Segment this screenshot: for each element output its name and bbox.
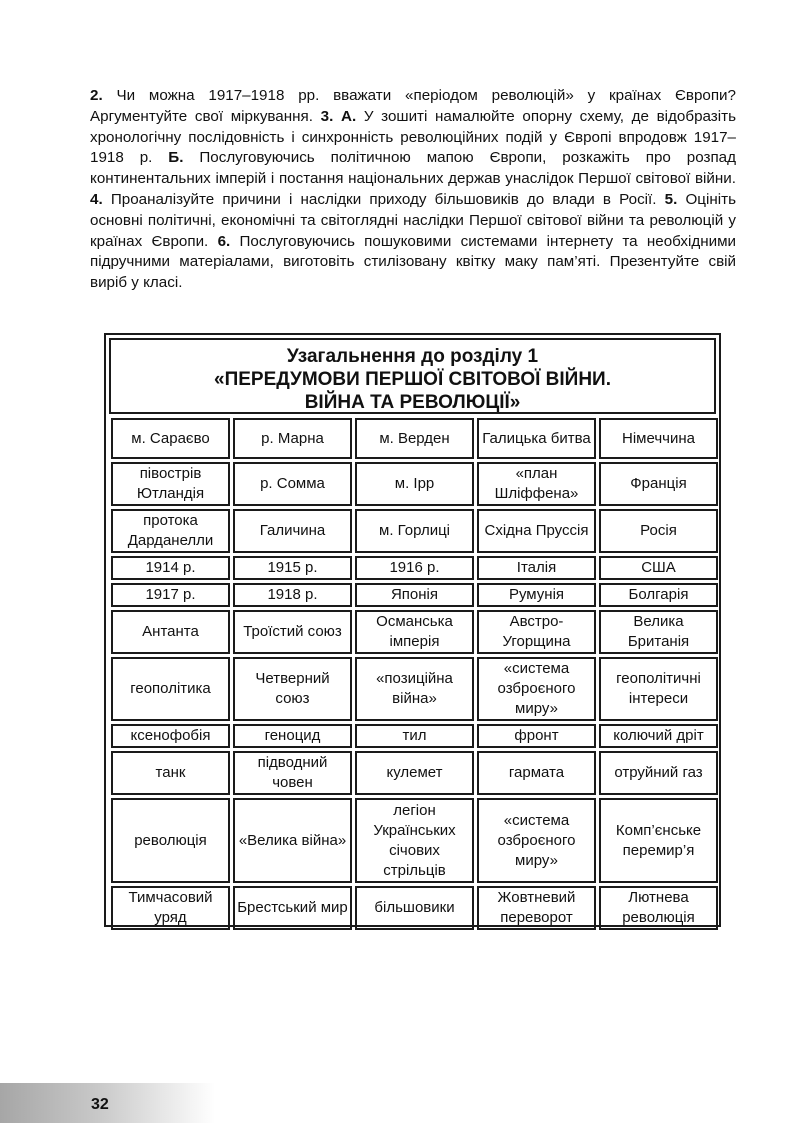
table-cell: Тимчасовий уряд — [111, 886, 230, 930]
table-row — [111, 657, 718, 721]
summary-title-line-2: «ПЕРЕДУМОВИ ПЕРШОЇ СВІТОВОЇ ВІЙНИ. — [214, 369, 611, 390]
table-cell: 1918 р. — [233, 583, 352, 607]
table-cell: 1915 р. — [233, 556, 352, 580]
table-cell: півострів Ютландія — [111, 462, 230, 506]
table-row — [111, 886, 718, 930]
table-cell: «Велика війна» — [233, 798, 352, 883]
table-cell: гармата — [477, 751, 596, 795]
summary-table-frame — [104, 333, 721, 927]
table-cell: тил — [355, 724, 474, 748]
table-cell: отруйний газ — [599, 751, 718, 795]
table-cell: підводний човен — [233, 751, 352, 795]
table-cell: «план Шліффена» — [477, 462, 596, 506]
table-row — [111, 751, 718, 795]
summary-terms-table — [108, 415, 721, 933]
table-row — [111, 610, 718, 654]
task-2-number: 2. — [90, 87, 103, 104]
table-cell: 1914 р. — [111, 556, 230, 580]
table-cell: Брестський мир — [233, 886, 352, 930]
table-cell: ксенофобія — [111, 724, 230, 748]
task-3b-text: Послуговуючись політичною мапою Європи, розкажіть про розпад континентальних імперій і постання національних держав унаслідок Першої світової війни. — [90, 149, 736, 188]
table-cell: м. Горлиці — [355, 509, 474, 553]
table-cell: Росія — [599, 509, 718, 553]
table-cell: Східна Пруссія — [477, 509, 596, 553]
table-cell: Четверний союз — [233, 657, 352, 721]
table-cell: кулемет — [355, 751, 474, 795]
task-5-text: Оцініть основні політичні, економічні та світоглядні наслідки Першої світової війни та революцій у країнах Європи. — [90, 190, 736, 250]
table-cell: Лютнева революція — [599, 886, 718, 930]
table-cell: Троїстий союз — [233, 610, 352, 654]
table-row — [111, 418, 718, 459]
task-4-text: Проаналізуйте причини і наслідки приходу більшовиків до влади в Росії. — [102, 190, 665, 208]
table-cell: Франція — [599, 462, 718, 506]
task-6-number: 6. — [217, 232, 231, 250]
table-cell: Японія — [355, 583, 474, 607]
table-cell: геополітичні інтереси — [599, 657, 718, 721]
table-cell: США — [599, 556, 718, 580]
table-cell: фронт — [477, 724, 596, 748]
table-row — [111, 798, 718, 883]
table-cell: легіон Українських січових стрільців — [355, 798, 474, 883]
task-6-text: Послуговуючись пошуковими системами інтернету та необхідними підручними матеріалами, виготовіть стилізовану квітку маку пам’яті. Презентуйте свій виріб у класі. — [90, 232, 736, 292]
table-cell: Комп’єнське перемир’я — [599, 798, 718, 883]
table-cell: м. Ipр — [355, 462, 474, 506]
task-5-number: 5. — [664, 190, 678, 208]
summary-title-line-1: Узагальнення до розділу 1 — [286, 346, 539, 367]
summary-title-line-3: ВІЙНА ТА РЕВОЛЮЦІЇ» — [304, 392, 521, 413]
task-4-number: 4. — [90, 190, 103, 208]
task-3-number: 3. А. — [320, 107, 357, 125]
table-cell: 1917 р. — [111, 583, 230, 607]
table-cell: революція — [111, 798, 230, 883]
table-cell: «система озброєного миру» — [477, 798, 596, 883]
table-cell: Жовтневий переворот — [477, 886, 596, 930]
table-row — [111, 583, 718, 607]
table-cell: м. Сараєво — [111, 418, 230, 459]
table-cell: Австро-Угорщина — [477, 610, 596, 654]
page-number: 32 — [91, 1096, 109, 1113]
table-cell: 1916 р. — [355, 556, 474, 580]
table-cell: колючий дріт — [599, 724, 718, 748]
review-questions — [90, 86, 736, 294]
table-cell: Велика Британія — [599, 610, 718, 654]
table-cell: Галицька битва — [477, 418, 596, 459]
table-cell: Румунія — [477, 583, 596, 607]
table-cell: геополітика — [111, 657, 230, 721]
table-row — [111, 724, 718, 748]
task-3b-number: Б. — [168, 149, 184, 167]
table-cell: р. Марна — [233, 418, 352, 459]
table-row — [111, 556, 718, 580]
summary-title — [109, 338, 716, 414]
table-cell: протока Дарданелли — [111, 509, 230, 553]
table-cell: Османська імперія — [355, 610, 474, 654]
table-cell: «позиційна війна» — [355, 657, 474, 721]
table-cell: «система озброєного миру» — [477, 657, 596, 721]
table-cell: більшовики — [355, 886, 474, 930]
task-2-text: Чи можна 1917–1918 рр. вважати «періодом революцій» у країнах Європи? Аргументуйте свої міркування. — [90, 87, 736, 125]
table-cell: м. Верден — [355, 418, 474, 459]
table-cell: геноцид — [233, 724, 352, 748]
table-row — [111, 509, 718, 553]
table-cell: Болгарія — [599, 583, 718, 607]
table-cell: Німеччина — [599, 418, 718, 459]
table-cell: р. Сомма — [233, 462, 352, 506]
table-cell: Галичина — [233, 509, 352, 553]
task-3-text: У зошиті намалюйте опорну схему, де відобразіть хронологічну послідовність і синхронність революційних подій у Європі впродовж 1917–1918 р. — [90, 107, 736, 167]
table-cell: Італія — [477, 556, 596, 580]
table-row — [111, 462, 718, 506]
table-cell: Антанта — [111, 610, 230, 654]
table-cell: танк — [111, 751, 230, 795]
